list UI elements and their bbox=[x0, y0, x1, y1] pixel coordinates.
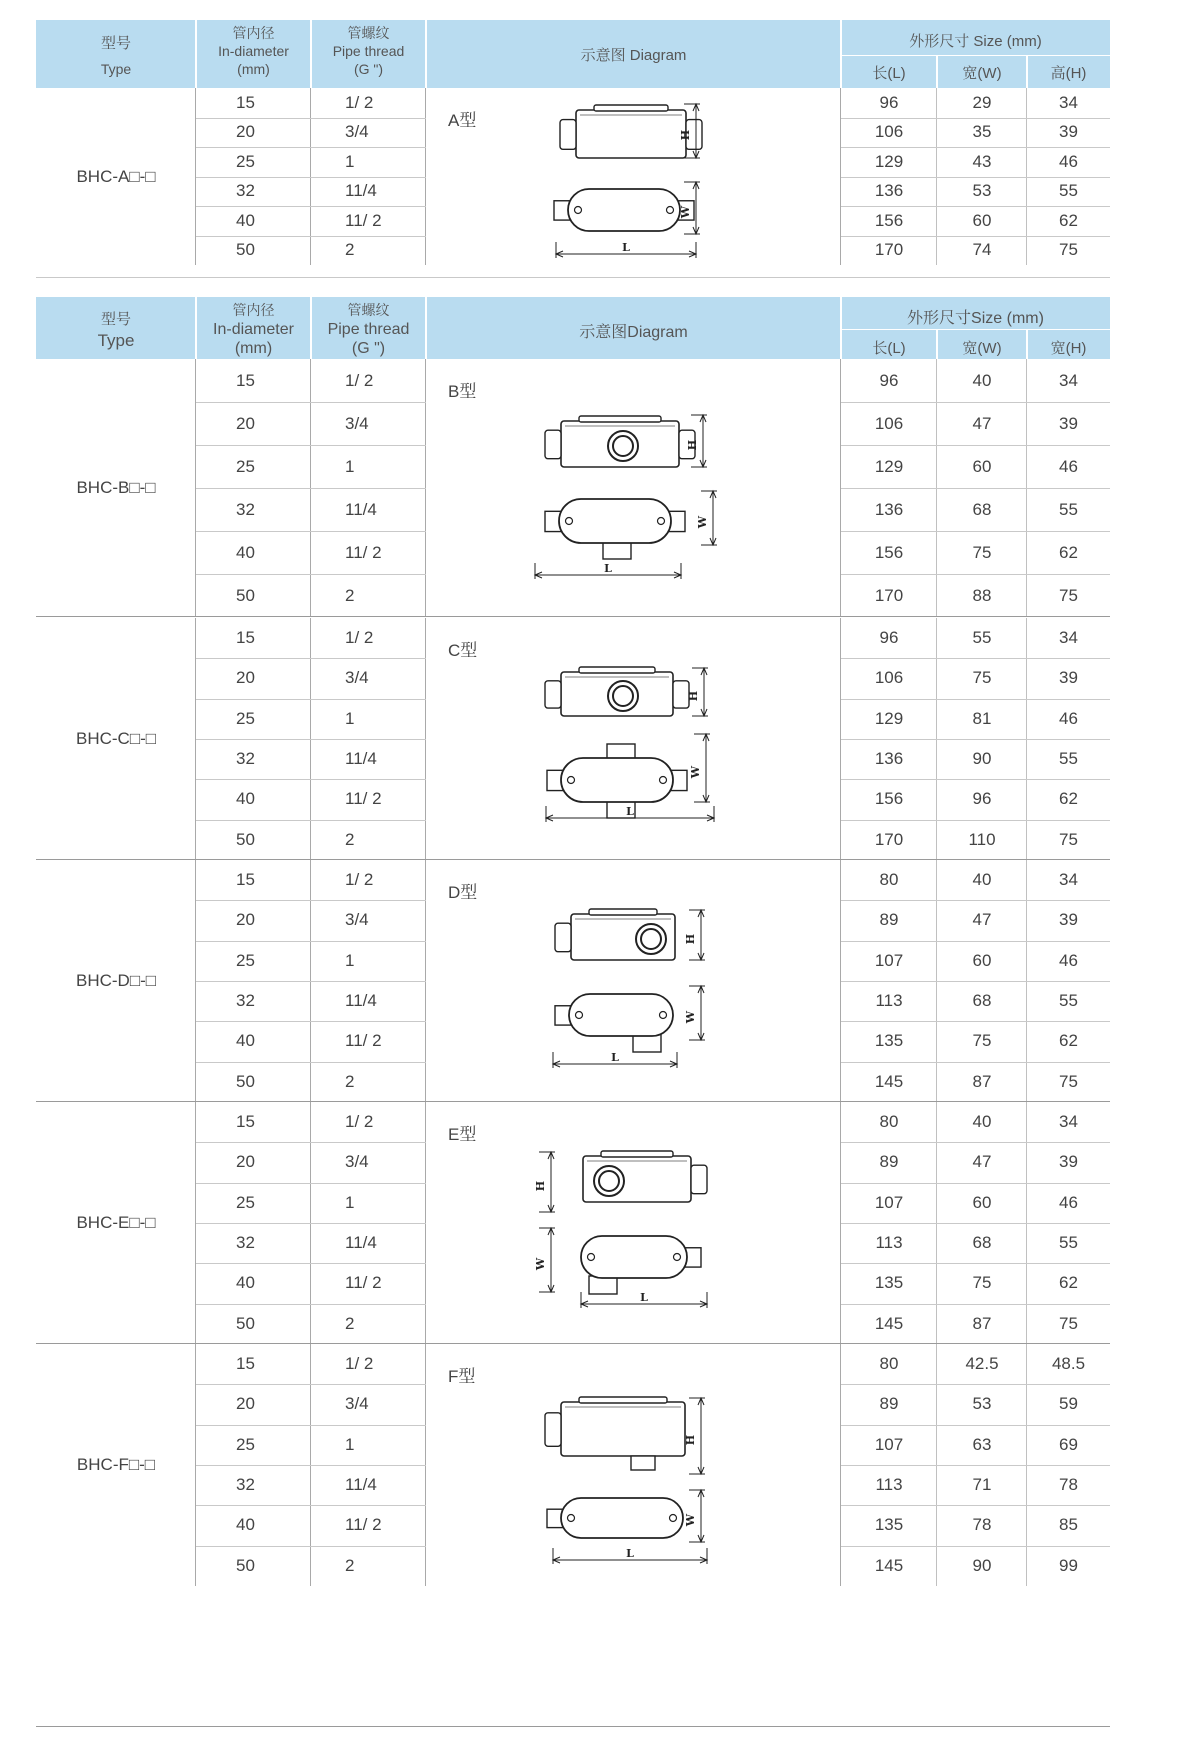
len-cell: 96 bbox=[879, 92, 899, 112]
indiam-cell: 50 bbox=[236, 1555, 255, 1575]
thread-cell: 1 bbox=[345, 456, 355, 476]
len-cell: 80 bbox=[879, 1354, 899, 1374]
diagram-c bbox=[536, 662, 836, 832]
hgt-cell: 46 bbox=[1059, 1192, 1078, 1212]
thread-cell: 11/ 2 bbox=[345, 789, 382, 809]
wid-cell: 90 bbox=[972, 749, 992, 769]
diagram-header: 示意图 Diagram bbox=[580, 47, 687, 64]
thread-header-en: Pipe thread bbox=[332, 43, 405, 59]
thread-cell: 11/ 2 bbox=[345, 1031, 382, 1051]
side-view bbox=[545, 667, 689, 716]
indiam-header bbox=[196, 24, 311, 78]
top-view bbox=[555, 994, 673, 1052]
wid-cell: 74 bbox=[972, 240, 992, 260]
hgt-cell: 39 bbox=[1059, 1152, 1078, 1172]
wid-cell: 40 bbox=[972, 1112, 992, 1132]
indiam-cell: 20 bbox=[236, 413, 255, 433]
thread-header-unit: (G ") bbox=[353, 61, 384, 77]
thread-cell: 11/ 2 bbox=[345, 1515, 382, 1535]
indiam-header-2-en: In-diameter bbox=[213, 321, 294, 338]
wid-cell: 81 bbox=[972, 708, 992, 728]
type-header-2-cn: 型号 bbox=[100, 311, 131, 328]
table-row bbox=[36, 359, 1110, 402]
indiam-cell: 50 bbox=[236, 829, 255, 849]
diagram-b bbox=[531, 409, 831, 589]
hgt-cell: 34 bbox=[1059, 370, 1078, 390]
dimension-label: W bbox=[684, 1010, 697, 1024]
indiam-header-cn: 管内径 bbox=[232, 25, 275, 41]
dimension-label: L bbox=[604, 562, 612, 575]
len-cell: 136 bbox=[874, 181, 904, 201]
indiam-cell: 25 bbox=[236, 708, 255, 728]
wid-cell: 78 bbox=[972, 1515, 992, 1535]
dimension-label: L bbox=[626, 1547, 634, 1560]
len-cell: 135 bbox=[874, 1273, 904, 1293]
dimension-label: W bbox=[679, 205, 692, 219]
indiam-cell: 20 bbox=[236, 1152, 255, 1172]
dimension-label: H bbox=[679, 129, 692, 141]
thread-header-cn: 管螺纹 bbox=[347, 25, 390, 41]
hgt-cell: 55 bbox=[1059, 181, 1078, 201]
len-cell: 129 bbox=[874, 708, 904, 728]
table-row bbox=[36, 618, 1110, 658]
len-cell: 156 bbox=[874, 210, 904, 230]
len-cell: 129 bbox=[874, 151, 904, 171]
thread-cell: 11/ 2 bbox=[345, 1273, 382, 1293]
len-cell: 106 bbox=[874, 122, 904, 142]
wid-cell: 75 bbox=[972, 1031, 992, 1051]
group-2 bbox=[36, 618, 1110, 860]
hgt-cell: 39 bbox=[1059, 668, 1078, 688]
indiam-cell: 40 bbox=[236, 789, 255, 809]
wid-cell: 35 bbox=[972, 122, 992, 142]
indiam-cell: 32 bbox=[236, 991, 255, 1011]
side-view bbox=[555, 909, 675, 960]
thread-cell: 2 bbox=[345, 1313, 355, 1333]
dimension-label: L bbox=[622, 241, 630, 254]
thread-cell: 11/4 bbox=[345, 991, 377, 1011]
indiam-cell: 32 bbox=[236, 181, 255, 201]
group-4 bbox=[36, 1102, 1110, 1344]
thread-cell: 2 bbox=[345, 829, 355, 849]
thread-cell: 1/ 2 bbox=[345, 370, 374, 390]
table-a bbox=[36, 20, 1110, 278]
len-cell: 89 bbox=[879, 1394, 899, 1414]
type-header-en: Type bbox=[100, 61, 132, 77]
hgt-cell: 48.5 bbox=[1051, 1354, 1086, 1374]
indiam-cell: 15 bbox=[236, 92, 255, 112]
thread-cell: 1 bbox=[345, 1434, 355, 1454]
len-cell: 107 bbox=[874, 950, 904, 970]
len-cell: 96 bbox=[879, 370, 899, 390]
diagram-type-label: F型 bbox=[448, 1367, 476, 1386]
len-cell: 156 bbox=[874, 789, 904, 809]
wid-cell: 47 bbox=[972, 413, 992, 433]
dimension-label: H bbox=[687, 690, 700, 702]
indiam-cell: 50 bbox=[236, 1313, 255, 1333]
group-5 bbox=[36, 1344, 1110, 1586]
dimension-label: W bbox=[684, 1513, 697, 1527]
top-view bbox=[554, 189, 694, 231]
indiam-cell: 40 bbox=[236, 542, 255, 562]
diagram-header-2: 示意图Diagram bbox=[579, 324, 688, 341]
hgt-cell: 34 bbox=[1059, 870, 1078, 890]
thread-cell: 11/ 2 bbox=[345, 210, 382, 230]
table-b-header bbox=[36, 297, 1110, 359]
len-cell: 136 bbox=[874, 749, 904, 769]
diagram-d bbox=[541, 904, 841, 1074]
indiam-cell: 50 bbox=[236, 1071, 255, 1091]
top-view bbox=[581, 1236, 701, 1294]
thread-cell: 1/ 2 bbox=[345, 1354, 374, 1374]
dimension-label: W bbox=[696, 515, 709, 529]
thread-header-2-en: Pipe thread bbox=[327, 321, 410, 338]
len-cell: 145 bbox=[874, 1555, 904, 1575]
diagram-type-label: A型 bbox=[448, 111, 477, 130]
len-cell: 145 bbox=[874, 1313, 904, 1333]
thread-cell: 1/ 2 bbox=[345, 870, 374, 890]
table-b bbox=[36, 297, 1110, 1727]
thread-cell: 1/ 2 bbox=[345, 1112, 374, 1132]
indiam-cell: 20 bbox=[236, 910, 255, 930]
wid-header-2: 宽(W) bbox=[962, 340, 1002, 357]
len-cell: 170 bbox=[874, 829, 904, 849]
wid-cell: 53 bbox=[972, 1394, 992, 1414]
thread-header-2 bbox=[311, 301, 426, 358]
model-label: BHC-A□-□ bbox=[76, 166, 156, 186]
len-cell: 107 bbox=[874, 1192, 904, 1212]
indiam-cell: 40 bbox=[236, 210, 255, 230]
table-b-body bbox=[36, 359, 1110, 1727]
hgt-cell: 39 bbox=[1059, 910, 1078, 930]
wid-cell: 75 bbox=[972, 542, 992, 562]
indiam-cell: 50 bbox=[236, 240, 255, 260]
dimension-label: H bbox=[686, 439, 699, 451]
dimension-label: H bbox=[534, 1180, 547, 1192]
indiam-header-2-unit: (mm) bbox=[234, 340, 273, 357]
indiam-cell: 15 bbox=[236, 870, 255, 890]
thread-cell: 3/4 bbox=[345, 1152, 369, 1172]
top-view bbox=[547, 744, 687, 818]
len-cell: 89 bbox=[879, 1152, 899, 1172]
hgt-cell: 62 bbox=[1059, 1273, 1078, 1293]
diagram-type-label: E型 bbox=[448, 1125, 477, 1144]
wid-cell: 75 bbox=[972, 668, 992, 688]
len-cell: 113 bbox=[875, 1233, 903, 1253]
indiam-cell: 32 bbox=[236, 499, 255, 519]
len-cell: 135 bbox=[874, 1031, 904, 1051]
len-cell: 80 bbox=[879, 870, 899, 890]
len-cell: 113 bbox=[875, 991, 903, 1011]
side-view bbox=[545, 1397, 685, 1470]
wid-cell: 60 bbox=[972, 950, 992, 970]
indiam-header-en: In-diameter bbox=[218, 43, 289, 59]
thread-cell: 3/4 bbox=[345, 122, 369, 142]
wid-cell: 110 bbox=[968, 829, 996, 849]
len-cell: 170 bbox=[874, 240, 904, 260]
table-row bbox=[36, 1344, 1110, 1384]
len-cell: 170 bbox=[874, 585, 904, 605]
wid-cell: 87 bbox=[972, 1071, 992, 1091]
dimension-label: H bbox=[684, 1434, 697, 1446]
dimension-label: H bbox=[684, 933, 697, 945]
thread-cell: 3/4 bbox=[345, 413, 369, 433]
hgt-cell: 99 bbox=[1059, 1555, 1078, 1575]
len-cell: 145 bbox=[874, 1071, 904, 1091]
diagram-type-label: B型 bbox=[448, 382, 477, 401]
wid-cell: 68 bbox=[972, 991, 992, 1011]
indiam-cell: 25 bbox=[236, 1192, 255, 1212]
hgt-cell: 34 bbox=[1059, 628, 1078, 648]
indiam-cell: 32 bbox=[236, 1475, 255, 1495]
model-label: BHC-C□-□ bbox=[75, 728, 157, 748]
indiam-header-2 bbox=[196, 301, 311, 358]
hgt-cell: 46 bbox=[1059, 950, 1078, 970]
group-1 bbox=[36, 359, 1110, 617]
size-header-2: 外形尺寸Size (mm) bbox=[907, 310, 1044, 327]
indiam-cell: 40 bbox=[236, 1273, 255, 1293]
indiam-cell: 25 bbox=[236, 950, 255, 970]
wid-cell: 47 bbox=[972, 1152, 992, 1172]
len-header: 长(L) bbox=[872, 65, 906, 82]
hgt-cell: 75 bbox=[1059, 240, 1078, 260]
indiam-cell: 15 bbox=[236, 1354, 255, 1374]
diagram-a bbox=[546, 94, 846, 269]
model-label: BHC-D□-□ bbox=[75, 970, 157, 990]
group-3 bbox=[36, 860, 1110, 1102]
wid-cell: 47 bbox=[972, 910, 992, 930]
side-view bbox=[545, 416, 695, 467]
wid-cell: 90 bbox=[972, 1555, 992, 1575]
hgt-cell: 46 bbox=[1059, 151, 1078, 171]
indiam-cell: 40 bbox=[236, 1031, 255, 1051]
thread-cell: 11/4 bbox=[345, 1475, 377, 1495]
thread-cell: 1 bbox=[345, 1192, 355, 1212]
model-label: BHC-F□-□ bbox=[76, 1454, 156, 1474]
hgt-cell: 62 bbox=[1059, 542, 1078, 562]
table-row bbox=[36, 1102, 1110, 1142]
thread-cell: 3/4 bbox=[345, 910, 369, 930]
hgt-cell: 46 bbox=[1059, 456, 1078, 476]
wid-cell: 88 bbox=[972, 585, 992, 605]
table-a-body bbox=[36, 88, 1110, 278]
thread-cell: 2 bbox=[345, 240, 355, 260]
thread-cell: 1 bbox=[345, 151, 355, 171]
model-label: BHC-E□-□ bbox=[76, 1212, 156, 1232]
dimension-label: W bbox=[534, 1257, 547, 1271]
hgt-cell: 55 bbox=[1059, 749, 1078, 769]
indiam-cell: 25 bbox=[236, 456, 255, 476]
hgt-cell: 69 bbox=[1059, 1434, 1078, 1454]
indiam-cell: 25 bbox=[236, 151, 255, 171]
len-cell: 107 bbox=[874, 1434, 904, 1454]
thread-cell: 3/4 bbox=[345, 668, 369, 688]
len-cell: 136 bbox=[874, 499, 904, 519]
thread-cell: 11/4 bbox=[345, 1233, 377, 1253]
indiam-cell: 32 bbox=[236, 1233, 255, 1253]
hgt-cell: 59 bbox=[1059, 1394, 1078, 1414]
dimension-label: L bbox=[611, 1051, 619, 1064]
wid-cell: 55 bbox=[972, 628, 992, 648]
wid-cell: 60 bbox=[972, 210, 992, 230]
top-view bbox=[545, 499, 685, 559]
indiam-cell: 40 bbox=[236, 1515, 255, 1535]
type-header-2 bbox=[36, 308, 196, 351]
thread-cell: 1/ 2 bbox=[345, 628, 374, 648]
thread-cell: 1 bbox=[345, 708, 355, 728]
indiam-cell: 32 bbox=[236, 749, 255, 769]
wid-header: 宽(W) bbox=[962, 65, 1002, 82]
indiam-header-2-cn: 管内径 bbox=[232, 302, 275, 318]
wid-cell: 60 bbox=[972, 1192, 992, 1212]
hgt-cell: 75 bbox=[1059, 829, 1078, 849]
len-cell: 80 bbox=[879, 1112, 899, 1132]
indiam-cell: 15 bbox=[236, 628, 255, 648]
indiam-cell: 15 bbox=[236, 1112, 255, 1132]
dimension-label: L bbox=[640, 1291, 648, 1304]
hgt-cell: 62 bbox=[1059, 789, 1078, 809]
thread-cell: 1/ 2 bbox=[345, 92, 374, 112]
wid-cell: 43 bbox=[972, 151, 992, 171]
model-label: BHC-B□-□ bbox=[76, 478, 156, 497]
size-header: 外形尺寸 Size (mm) bbox=[909, 33, 1042, 50]
hgt-cell: 62 bbox=[1059, 1031, 1078, 1051]
table-row bbox=[36, 860, 1110, 900]
indiam-header-unit: (mm) bbox=[237, 61, 270, 77]
thread-cell: 2 bbox=[345, 585, 355, 605]
hgt-cell: 55 bbox=[1059, 499, 1078, 519]
thread-cell: 2 bbox=[345, 1071, 355, 1091]
wid-cell: 87 bbox=[972, 1313, 992, 1333]
len-cell: 156 bbox=[874, 542, 904, 562]
len-header-2: 长(L) bbox=[872, 340, 906, 357]
len-cell: 96 bbox=[879, 628, 899, 648]
thread-cell: 3/4 bbox=[345, 1394, 369, 1414]
wid-cell: 71 bbox=[972, 1475, 992, 1495]
top-view bbox=[547, 1498, 683, 1538]
indiam-cell: 15 bbox=[236, 370, 255, 390]
hgt-cell: 34 bbox=[1059, 92, 1078, 112]
indiam-cell: 20 bbox=[236, 1394, 255, 1414]
hgt-cell: 75 bbox=[1059, 585, 1078, 605]
dimension-label: W bbox=[689, 765, 702, 779]
len-cell: 89 bbox=[879, 910, 899, 930]
wid-cell: 96 bbox=[972, 789, 992, 809]
wid-cell: 63 bbox=[972, 1434, 992, 1454]
hgt-cell: 78 bbox=[1059, 1475, 1078, 1495]
len-cell: 129 bbox=[874, 456, 904, 476]
thread-header-2-unit: (G ") bbox=[351, 340, 386, 357]
indiam-cell: 50 bbox=[236, 585, 255, 605]
thread-cell: 11/4 bbox=[345, 181, 377, 201]
diagram-type-label: D型 bbox=[448, 883, 478, 902]
len-cell: 106 bbox=[874, 413, 904, 433]
diagram-f bbox=[541, 1392, 841, 1572]
hgt-cell: 55 bbox=[1059, 991, 1078, 1011]
wid-cell: 68 bbox=[972, 1233, 992, 1253]
hgt-header-2: 宽(H) bbox=[1050, 340, 1087, 357]
diagram-e bbox=[534, 1146, 841, 1316]
thread-header-2-cn: 管螺纹 bbox=[347, 302, 390, 318]
hgt-cell: 75 bbox=[1059, 1071, 1078, 1091]
hgt-cell: 55 bbox=[1059, 1233, 1078, 1253]
indiam-cell: 20 bbox=[236, 122, 255, 142]
hgt-cell: 46 bbox=[1059, 708, 1078, 728]
type-header bbox=[36, 32, 196, 77]
thread-cell: 2 bbox=[345, 1555, 355, 1575]
hgt-cell: 62 bbox=[1059, 210, 1078, 230]
type-header-2-en: Type bbox=[97, 331, 135, 350]
hgt-cell: 85 bbox=[1059, 1515, 1078, 1535]
wid-cell: 40 bbox=[972, 870, 992, 890]
wid-cell: 60 bbox=[972, 456, 992, 476]
dimension-label: L bbox=[626, 805, 634, 818]
hgt-cell: 75 bbox=[1059, 1313, 1078, 1333]
len-cell: 106 bbox=[874, 668, 904, 688]
len-cell: 135 bbox=[874, 1515, 904, 1535]
hgt-cell: 39 bbox=[1059, 413, 1078, 433]
thread-cell: 11/ 2 bbox=[345, 542, 382, 562]
wid-cell: 29 bbox=[972, 92, 992, 112]
len-cell: 113 bbox=[875, 1475, 903, 1495]
hgt-header: 高(H) bbox=[1050, 65, 1087, 82]
table-a-header bbox=[36, 20, 1110, 88]
wid-cell: 75 bbox=[972, 1273, 992, 1293]
thread-header bbox=[311, 24, 426, 78]
wid-cell: 40 bbox=[972, 370, 992, 390]
indiam-cell: 25 bbox=[236, 1434, 255, 1454]
type-header-cn: 型号 bbox=[100, 35, 131, 52]
diagram-type-label: C型 bbox=[448, 641, 478, 660]
hgt-cell: 39 bbox=[1059, 122, 1078, 142]
thread-cell: 11/4 bbox=[345, 749, 377, 769]
side-view bbox=[583, 1151, 707, 1202]
wid-cell: 68 bbox=[972, 499, 992, 519]
indiam-cell: 20 bbox=[236, 668, 255, 688]
group-0 bbox=[36, 88, 1110, 265]
thread-cell: 11/4 bbox=[345, 499, 377, 519]
hgt-cell: 34 bbox=[1059, 1112, 1078, 1132]
thread-cell: 1 bbox=[345, 950, 355, 970]
wid-cell: 42.5 bbox=[965, 1354, 999, 1374]
wid-cell: 53 bbox=[972, 181, 992, 201]
